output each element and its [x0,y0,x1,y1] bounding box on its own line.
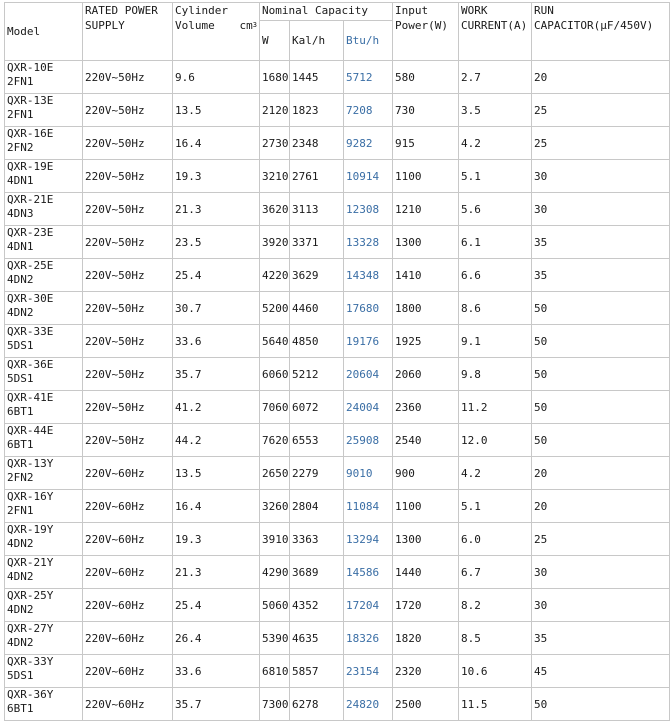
model-line1: QXR-36Y [7,688,54,701]
cell-power-supply: 220V~50Hz [83,127,173,160]
cell-model [5,490,83,523]
cell-power-supply: 220V~50Hz [83,160,173,193]
table-row [5,358,670,391]
table-row [5,622,670,655]
cell-model [5,226,83,259]
cell-input-power: 1300 [393,226,459,259]
header-btu-label: Btu/h [346,34,380,47]
cell-cylinder-volume: 41.2 [173,391,260,424]
cell-run-capacitor: 50 [532,358,670,391]
table-row [5,193,670,226]
model-line2: 4DN1 [7,174,34,187]
cell-capacity-btu: 19176 [344,325,393,358]
cell-power-supply: 220V~50Hz [83,391,173,424]
model-line1: QXR-19E [7,160,54,173]
cell-power-supply: 220V~60Hz [83,523,173,556]
cell-capacity-kal: 5857 [290,655,344,688]
cell-run-capacitor: 35 [532,226,670,259]
model-line2: 4DN2 [7,537,34,550]
cell-cylinder-volume: 25.4 [173,259,260,292]
header-power-line1: RATED POWER [85,4,158,17]
cell-work-current: 6.6 [459,259,532,292]
cell-run-capacitor: 20 [532,61,670,94]
table-row [5,556,670,589]
cell-cylinder-volume: 23.5 [173,226,260,259]
cell-capacity-w: 5390 [260,622,290,655]
cell-capacity-btu: 9282 [344,127,393,160]
cell-run-capacitor: 25 [532,94,670,127]
cell-work-current: 9.1 [459,325,532,358]
cell-capacity-kal: 3363 [290,523,344,556]
cell-model [5,127,83,160]
cell-input-power: 1800 [393,292,459,325]
cell-capacity-btu: 10914 [344,160,393,193]
header-btu [344,21,393,61]
cell-capacity-w: 2120 [260,94,290,127]
cell-run-capacitor: 45 [532,655,670,688]
model-line1: QXR-16Y [7,490,54,503]
model-line1: QXR-21E [7,193,54,206]
cell-run-capacitor: 50 [532,688,670,721]
table-row [5,94,670,127]
cell-capacity-w: 2650 [260,457,290,490]
cell-model [5,193,83,226]
cell-capacity-kal: 6278 [290,688,344,721]
cell-capacity-kal: 2804 [290,490,344,523]
cell-model [5,292,83,325]
cell-run-capacitor: 50 [532,325,670,358]
cell-input-power: 915 [393,127,459,160]
cell-capacity-w: 3910 [260,523,290,556]
cell-capacity-w: 4290 [260,556,290,589]
cell-work-current: 4.2 [459,457,532,490]
model-line2: 4DN2 [7,570,34,583]
cell-power-supply: 220V~50Hz [83,424,173,457]
cell-capacity-w: 4220 [260,259,290,292]
model-line1: QXR-21Y [7,556,54,569]
cell-cylinder-volume: 16.4 [173,127,260,160]
cell-model [5,325,83,358]
cell-capacity-btu: 25908 [344,424,393,457]
cell-work-current: 6.7 [459,556,532,589]
cell-capacity-kal: 1445 [290,61,344,94]
model-line1: QXR-19Y [7,523,54,536]
header-power-line2: SUPPLY [85,19,125,32]
cell-work-current: 6.0 [459,523,532,556]
model-line1: QXR-13Y [7,457,54,470]
cell-power-supply: 220V~60Hz [83,556,173,589]
model-line1: QXR-44E [7,424,54,437]
cell-capacity-kal: 3629 [290,259,344,292]
cell-input-power: 1210 [393,193,459,226]
cell-capacity-kal: 3113 [290,193,344,226]
cell-model [5,622,83,655]
model-line1: QXR-10E [7,61,54,74]
header-capacitor-line2: CAPACITOR(μF/450V) [534,19,654,32]
table-row [5,688,670,721]
model-line2: 2FN2 [7,471,34,484]
cell-capacity-kal: 3689 [290,556,344,589]
cell-capacity-btu: 13328 [344,226,393,259]
cell-cylinder-volume: 30.7 [173,292,260,325]
model-line1: QXR-41E [7,391,54,404]
cell-work-current: 6.1 [459,226,532,259]
compressor-spec-table [4,2,670,721]
cell-model [5,94,83,127]
cell-power-supply: 220V~50Hz [83,292,173,325]
cell-capacity-btu: 14586 [344,556,393,589]
model-line2: 4DN3 [7,207,34,220]
header-work-current [459,3,532,61]
cell-capacity-w: 3210 [260,160,290,193]
cell-cylinder-volume: 21.3 [173,556,260,589]
cell-input-power: 2320 [393,655,459,688]
model-line2: 5DS1 [7,339,34,352]
table-row [5,589,670,622]
cell-capacity-w: 7060 [260,391,290,424]
cell-capacity-kal: 4460 [290,292,344,325]
cell-run-capacitor: 50 [532,424,670,457]
table-row [5,457,670,490]
cell-input-power: 580 [393,61,459,94]
header-cylinder-volume: Volume [175,19,215,32]
cell-capacity-w: 5060 [260,589,290,622]
cell-input-power: 900 [393,457,459,490]
cell-cylinder-volume: 25.4 [173,589,260,622]
header-cylinder-line1: Cylinder [175,4,228,17]
header-model-label: Model [7,25,41,38]
cell-run-capacitor: 30 [532,193,670,226]
table-row [5,655,670,688]
table-row [5,160,670,193]
cell-capacity-btu: 9010 [344,457,393,490]
cell-capacity-btu: 13294 [344,523,393,556]
cell-capacity-kal: 4352 [290,589,344,622]
model-line2: 2FN2 [7,141,34,154]
table-row [5,523,670,556]
cell-capacity-btu: 17204 [344,589,393,622]
cell-capacity-w: 3260 [260,490,290,523]
cell-power-supply: 220V~50Hz [83,358,173,391]
cell-capacity-w: 1680 [260,61,290,94]
cell-input-power: 1440 [393,556,459,589]
cell-capacity-btu: 14348 [344,259,393,292]
cell-capacity-btu: 11084 [344,490,393,523]
cell-capacity-kal: 5212 [290,358,344,391]
header-cylinder-unit [240,18,257,33]
model-line1: QXR-25E [7,259,54,272]
cell-input-power: 2060 [393,358,459,391]
cell-run-capacitor: 25 [532,523,670,556]
header-kal [290,21,344,61]
cell-cylinder-volume: 21.3 [173,193,260,226]
header-run-capacitor [532,3,670,61]
header-power [83,3,173,61]
cell-cylinder-volume: 26.4 [173,622,260,655]
cell-input-power: 2500 [393,688,459,721]
model-line2: 2FN1 [7,108,34,121]
cell-capacity-kal: 1823 [290,94,344,127]
cell-input-power: 2360 [393,391,459,424]
cell-work-current: 3.5 [459,94,532,127]
model-line1: QXR-27Y [7,622,54,635]
cell-model [5,457,83,490]
cell-work-current: 12.0 [459,424,532,457]
cell-power-supply: 220V~50Hz [83,94,173,127]
cell-input-power: 2540 [393,424,459,457]
model-line1: QXR-16E [7,127,54,140]
cell-capacity-w: 2730 [260,127,290,160]
cell-run-capacitor: 30 [532,556,670,589]
cell-capacity-btu: 24820 [344,688,393,721]
cell-cylinder-volume: 16.4 [173,490,260,523]
cell-model [5,688,83,721]
cell-capacity-btu: 5712 [344,61,393,94]
cell-capacity-w: 6060 [260,358,290,391]
cell-work-current: 4.2 [459,127,532,160]
header-model [5,3,83,61]
cell-capacity-kal: 3371 [290,226,344,259]
cell-capacity-btu: 17680 [344,292,393,325]
cell-capacity-w: 5200 [260,292,290,325]
header-capacitor-line1: RUN [534,4,554,17]
model-line2: 4DN2 [7,636,34,649]
model-line1: QXR-25Y [7,589,54,602]
cell-input-power: 1925 [393,325,459,358]
model-line2: 4DN2 [7,306,34,319]
header-current-line2: CURRENT(A) [461,19,528,32]
cell-capacity-btu: 23154 [344,655,393,688]
table-row [5,490,670,523]
cell-cylinder-volume: 35.7 [173,358,260,391]
cell-power-supply: 220V~50Hz [83,226,173,259]
cell-capacity-kal: 2348 [290,127,344,160]
cell-power-supply: 220V~60Hz [83,655,173,688]
cell-cylinder-volume: 33.6 [173,655,260,688]
cell-input-power: 1300 [393,523,459,556]
cell-power-supply: 220V~60Hz [83,490,173,523]
cell-cylinder-volume: 19.3 [173,160,260,193]
cell-work-current: 10.6 [459,655,532,688]
cell-cylinder-volume: 35.7 [173,688,260,721]
cell-power-supply: 220V~50Hz [83,325,173,358]
cell-cylinder-volume: 9.6 [173,61,260,94]
header-cylinder [173,3,260,61]
cell-capacity-btu: 20604 [344,358,393,391]
cell-work-current: 2.7 [459,61,532,94]
cell-run-capacitor: 30 [532,160,670,193]
model-line2: 5DS1 [7,372,34,385]
header-input-power [393,3,459,61]
cell-work-current: 5.6 [459,193,532,226]
model-line2: 4DN2 [7,603,34,616]
cell-capacity-kal: 2279 [290,457,344,490]
model-line1: QXR-33E [7,325,54,338]
header-nominal-capacity [260,3,393,21]
cell-power-supply: 220V~60Hz [83,589,173,622]
model-line2: 4DN1 [7,240,34,253]
header-current-line1: WORK [461,4,488,17]
cell-power-supply: 220V~50Hz [83,61,173,94]
model-line2: 6BT1 [7,702,34,715]
cell-model [5,556,83,589]
cell-work-current: 8.6 [459,292,532,325]
cell-model [5,523,83,556]
model-line2: 4DN2 [7,273,34,286]
cell-capacity-w: 6810 [260,655,290,688]
cell-model [5,655,83,688]
table-row [5,61,670,94]
model-line2: 5DS1 [7,669,34,682]
cell-run-capacitor: 50 [532,391,670,424]
cell-work-current: 11.5 [459,688,532,721]
table-row [5,292,670,325]
cell-capacity-btu: 24004 [344,391,393,424]
header-kal-label: Kal/h [292,34,326,47]
cell-work-current: 9.8 [459,358,532,391]
model-line1: QXR-13E [7,94,54,107]
cell-cylinder-volume: 33.6 [173,325,260,358]
table-row [5,391,670,424]
cell-capacity-kal: 6553 [290,424,344,457]
header-cylinder-unit-sup: 3 [252,21,257,29]
model-line2: 6BT1 [7,405,34,418]
cell-run-capacitor: 25 [532,127,670,160]
cell-cylinder-volume: 13.5 [173,457,260,490]
table-row [5,127,670,160]
model-line2: 2FN1 [7,75,34,88]
cell-run-capacitor: 20 [532,457,670,490]
cell-power-supply: 220V~50Hz [83,259,173,292]
cell-model [5,160,83,193]
model-line2: 6BT1 [7,438,34,451]
cell-cylinder-volume: 44.2 [173,424,260,457]
cell-run-capacitor: 50 [532,292,670,325]
header-cylinder-unit-base: cm [239,19,253,32]
cell-input-power: 1100 [393,490,459,523]
cell-input-power: 1820 [393,622,459,655]
cell-cylinder-volume: 19.3 [173,523,260,556]
cell-work-current: 8.2 [459,589,532,622]
table-row [5,325,670,358]
cell-input-power: 1410 [393,259,459,292]
model-line1: QXR-23E [7,226,54,239]
cell-input-power: 1720 [393,589,459,622]
cell-input-power: 730 [393,94,459,127]
cell-capacity-kal: 6072 [290,391,344,424]
model-line1: QXR-33Y [7,655,54,668]
cell-capacity-btu: 7208 [344,94,393,127]
header-w [260,21,290,61]
cell-power-supply: 220V~50Hz [83,193,173,226]
cell-capacity-w: 7620 [260,424,290,457]
cell-capacity-w: 7300 [260,688,290,721]
cell-model [5,259,83,292]
cell-model [5,358,83,391]
cell-capacity-kal: 2761 [290,160,344,193]
header-cylinder-line2 [175,18,257,33]
cell-run-capacitor: 20 [532,490,670,523]
cell-capacity-kal: 4635 [290,622,344,655]
cell-work-current: 5.1 [459,160,532,193]
model-line2: 2FN1 [7,504,34,517]
cell-power-supply: 220V~60Hz [83,622,173,655]
cell-power-supply: 220V~60Hz [83,688,173,721]
cell-capacity-btu: 12308 [344,193,393,226]
cell-model [5,61,83,94]
cell-capacity-kal: 4850 [290,325,344,358]
header-input-line1: Input [395,4,429,17]
cell-input-power: 1100 [393,160,459,193]
cell-power-supply: 220V~60Hz [83,457,173,490]
cell-cylinder-volume: 13.5 [173,94,260,127]
cell-run-capacitor: 35 [532,622,670,655]
model-line1: QXR-30E [7,292,54,305]
table-row [5,424,670,457]
cell-capacity-w: 3920 [260,226,290,259]
cell-run-capacitor: 35 [532,259,670,292]
cell-capacity-btu: 18326 [344,622,393,655]
cell-model [5,424,83,457]
cell-capacity-w: 5640 [260,325,290,358]
table-row [5,259,670,292]
cell-work-current: 8.5 [459,622,532,655]
cell-work-current: 11.2 [459,391,532,424]
header-input-line2: Power(W) [395,19,448,32]
cell-work-current: 5.1 [459,490,532,523]
spec-table-body [5,61,670,721]
cell-model [5,589,83,622]
header-nominal-capacity-label: Nominal Capacity [262,4,368,17]
header-w-label: W [262,34,269,47]
model-line1: QXR-36E [7,358,54,371]
cell-model [5,391,83,424]
cell-capacity-w: 3620 [260,193,290,226]
cell-run-capacitor: 30 [532,589,670,622]
table-row [5,226,670,259]
